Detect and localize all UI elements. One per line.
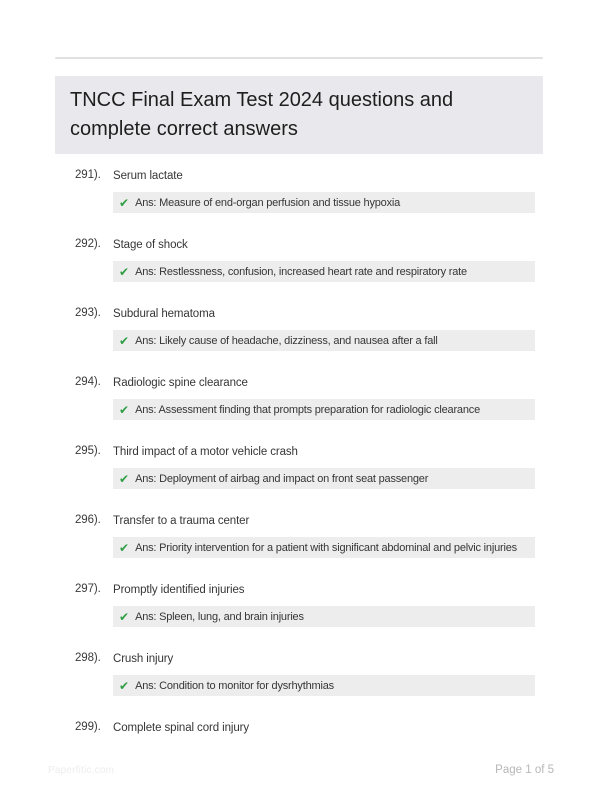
question-number: 297). [75, 583, 101, 595]
question-text: Serum lactate [113, 170, 183, 182]
question-number: 298). [75, 652, 101, 664]
question-line [0, 515, 606, 528]
qa-item [0, 377, 606, 420]
question-line [0, 446, 606, 459]
check-icon: ✔ [119, 402, 130, 417]
question-text: Complete spinal cord injury [113, 722, 250, 734]
question-number: 295). [75, 445, 101, 457]
qa-item [0, 308, 606, 351]
answer-row [113, 606, 535, 627]
qa-item [0, 653, 606, 696]
answer-row [113, 468, 535, 489]
answer-text: Ans: Measure of end-organ perfusion and tissue hypoxia [135, 196, 401, 209]
answer-row [113, 675, 535, 696]
footer-watermark: Paperfitic.com [48, 765, 115, 776]
answer-text: Ans: Assessment finding that prompts preparation for radiologic clearance [135, 403, 480, 416]
page-indicator: Page 1 of 5 [495, 764, 554, 776]
answer-row [113, 330, 535, 351]
question-text: Transfer to a trauma center [113, 515, 250, 527]
answer-row [113, 537, 535, 558]
question-text: Subdural hematoma [113, 308, 215, 320]
check-icon: ✔ [119, 333, 130, 348]
question-line [0, 170, 606, 183]
question-text: Radiologic spine clearance [113, 377, 248, 389]
check-icon: ✔ [119, 471, 130, 486]
question-text: Stage of shock [113, 239, 188, 251]
check-icon: ✔ [119, 609, 130, 624]
check-icon: ✔ [119, 540, 130, 555]
answer-text: Ans: Deployment of airbag and impact on front seat passenger [135, 472, 429, 485]
question-number: 293). [75, 307, 101, 319]
check-icon: ✔ [119, 264, 130, 279]
question-number: 292). [75, 238, 101, 250]
answer-row [113, 399, 535, 420]
answer-text: Ans: Restlessness, confusion, increased heart rate and respiratory rate [135, 265, 467, 278]
question-text: Third impact of a motor vehicle crash [113, 446, 298, 458]
page-title: TNCC Final Exam Test 2024 questions and complete correct answers [55, 76, 543, 154]
qa-item [0, 584, 606, 627]
answer-text: Ans: Likely cause of headache, dizziness, and nausea after a fall [135, 334, 438, 347]
qa-item [0, 239, 606, 282]
question-line [0, 239, 606, 252]
answer-text: Ans: Spleen, lung, and brain injuries [135, 610, 304, 623]
question-text: Promptly identified injuries [113, 584, 245, 596]
question-number: 296). [75, 514, 101, 526]
question-line [0, 722, 606, 735]
question-number: 299). [75, 721, 101, 733]
answer-text: Ans: Priority intervention for a patient with significant abdominal and pelvic injuries [135, 541, 517, 554]
answer-row [113, 261, 535, 282]
check-icon: ✔ [119, 678, 130, 693]
question-line [0, 653, 606, 666]
qa-item [0, 722, 606, 735]
check-icon: ✔ [119, 195, 130, 210]
answer-text: Ans: Condition to monitor for dysrhythmias [135, 679, 334, 692]
question-text: Crush injury [113, 653, 174, 665]
question-line [0, 584, 606, 597]
question-number: 294). [75, 376, 101, 388]
answer-row [113, 192, 535, 213]
qa-item [0, 515, 606, 558]
qa-item [0, 446, 606, 489]
question-line [0, 377, 606, 390]
qa-list [0, 170, 606, 761]
qa-item [0, 170, 606, 213]
divider-line [55, 57, 543, 59]
question-number: 291). [75, 169, 101, 181]
question-line [0, 308, 606, 321]
